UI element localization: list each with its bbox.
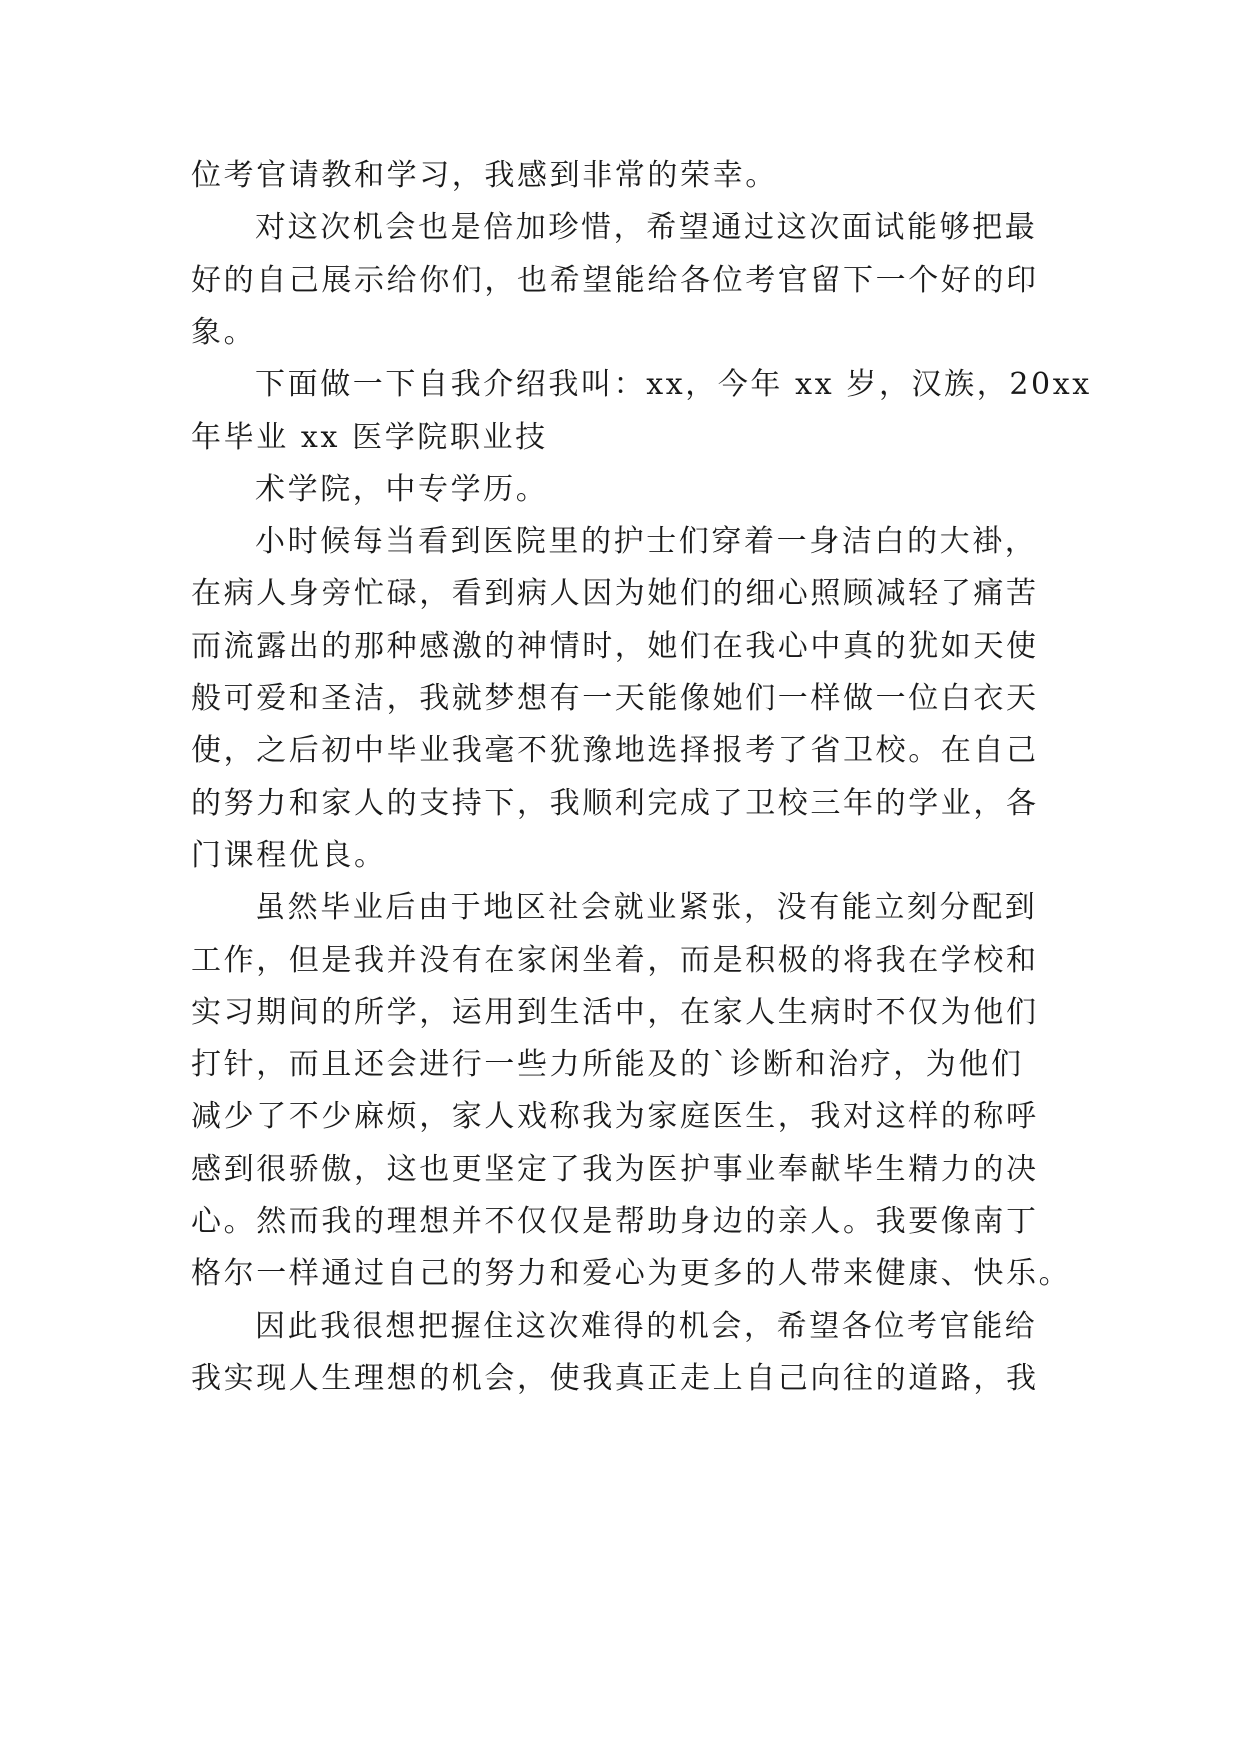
text-line: 对这次机会也是倍加珍惜，希望通过这次面试能够把最 <box>255 210 1038 246</box>
text-line: 心。然而我的理想并不仅仅是帮助身边的亲人。我要像南丁 <box>191 1204 1039 1239</box>
text-line: 工作，但是我并没有在家闲坐着，而是积极的将我在学校和 <box>191 942 1039 978</box>
text-line: 感到很骄傲，这也更坚定了我为医护事业奉献毕生精力的决 <box>191 1151 1039 1187</box>
text-line: 实习期间的所学，运用到生活中，在家人生病时不仅为他们 <box>191 994 1039 1030</box>
text-line: 减少了不少麻烦，家人戏称我为家庭医生，我对这样的称呼 <box>191 1099 1039 1135</box>
text-line: 门课程优良。 <box>191 837 387 873</box>
text-line: 使，之后初中毕业我毫不犹豫地选择报考了省卫校。在自己 <box>191 733 1039 769</box>
text-line: 在病人身旁忙碌，看到病人因为她们的细心照顾减轻了痛苦 <box>191 576 1039 612</box>
text-line: 格尔一样通过自己的努力和爱心为更多的人带来健康、快乐。 <box>191 1256 1072 1292</box>
text-line: 年毕业 xx 医学院职业技 <box>191 419 548 455</box>
text-line: 般可爱和圣洁，我就梦想有一天能像她们一样做一位白衣天 <box>191 681 1039 716</box>
text-line: 虽然毕业后由于地区社会就业紧张，没有能立刻分配到 <box>255 890 1038 926</box>
text-line: 打针，而且还会进行一些力所能及的`诊断和治疗，为他们 <box>191 1047 1024 1083</box>
text-line: 而流露出的那种感激的神情时，她们在我心中真的犹如天使 <box>191 628 1039 664</box>
text-line: 好的自己展示给你们，也希望能给各位考官留下一个好的印 <box>191 262 1039 298</box>
text-line: 因此我很想把握住这次难得的机会，希望各位考官能给 <box>255 1308 1038 1344</box>
text-line: 象。 <box>191 314 257 350</box>
text-line: 术学院，中专学历。 <box>255 471 549 507</box>
text-line: 小时候每当看到医院里的护士们穿着一身洁白的大褂， <box>255 524 1038 560</box>
text-line: 我实现人生理想的机会，使我真正走上自己向往的道路，我 <box>191 1360 1039 1396</box>
text-line: 的努力和家人的支持下，我顺利完成了卫校三年的学业，各 <box>191 785 1039 821</box>
text-line: 下面做一下自我介绍我叫：xx，今年 xx 岁，汉族，20xx <box>255 367 1092 403</box>
text-line: 位考官请教和学习，我感到非常的荣幸。 <box>191 158 778 193</box>
